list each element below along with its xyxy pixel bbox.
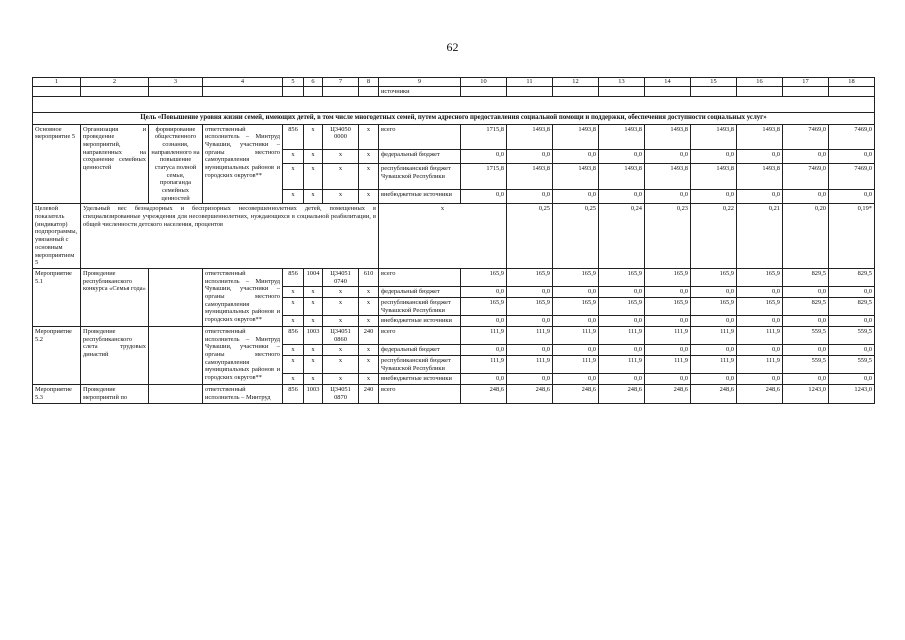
grbs-code: x xyxy=(283,297,304,315)
amount-cell: 0,0 xyxy=(507,345,553,356)
amount-cell: 0,0 xyxy=(691,316,737,327)
vr-code: x xyxy=(359,316,379,327)
amount-cell: 0,0 xyxy=(645,149,691,164)
amount-cell: 1243,0 xyxy=(783,385,829,403)
csr-code: x xyxy=(323,374,359,385)
amount-cell: 165,9 xyxy=(507,297,553,315)
amount-cell: 559,5 xyxy=(783,327,829,345)
goal-link xyxy=(149,385,203,403)
indicator-value: 0,22 xyxy=(691,204,737,269)
activity-5-3-row xyxy=(33,385,875,403)
amount-cell: 111,9 xyxy=(553,327,599,345)
column-number: 18 xyxy=(829,78,875,87)
amount-cell: 559,5 xyxy=(829,356,875,374)
amount-cell: 0,0 xyxy=(645,345,691,356)
vr-code: x xyxy=(359,189,379,204)
table-cell xyxy=(81,86,149,97)
column-number: 8 xyxy=(359,78,379,87)
amount-cell: 1493,8 xyxy=(691,164,737,189)
rz-code: x xyxy=(304,345,323,356)
vr-code: x xyxy=(359,124,379,149)
amount-cell: 0,0 xyxy=(553,287,599,298)
executor: ответственный исполнитель – Минтруд xyxy=(203,385,283,403)
indicator-value: 0,25 xyxy=(553,204,599,269)
amount-cell: 0,0 xyxy=(599,189,645,204)
table-cell xyxy=(737,86,783,97)
column-number: 4 xyxy=(203,78,283,87)
goal-link xyxy=(149,327,203,385)
amount-cell: 0,0 xyxy=(829,149,875,164)
table-cell xyxy=(323,86,359,97)
goal-row xyxy=(33,113,875,124)
indicator-x: x xyxy=(379,204,507,269)
amount-cell: 0,0 xyxy=(461,374,507,385)
vr-code: x xyxy=(359,345,379,356)
amount-cell: 0,0 xyxy=(829,189,875,204)
amount-cell: 0,0 xyxy=(461,345,507,356)
csr-code: x xyxy=(323,164,359,189)
amount-cell: 0,0 xyxy=(829,287,875,298)
activity-name: Проведение республиканского конкурса «Семья года» xyxy=(81,268,149,326)
executor: ответственный исполнитель – Минтруд Чувашии, участники – органы местного самоуправления муниципальных районов и городских округов** xyxy=(203,268,283,326)
amount-cell: 165,9 xyxy=(599,297,645,315)
amount-cell: 111,9 xyxy=(461,356,507,374)
amount-cell: 165,9 xyxy=(599,268,645,286)
amount-cell: 1493,8 xyxy=(599,124,645,149)
amount-cell: 165,9 xyxy=(645,268,691,286)
amount-cell: 248,6 xyxy=(461,385,507,403)
funding-source: республиканский бюджет Чувашской Республики xyxy=(379,164,461,189)
amount-cell: 0,0 xyxy=(461,189,507,204)
amount-cell: 111,9 xyxy=(461,327,507,345)
column-number: 9 xyxy=(379,78,461,87)
amount-cell: 111,9 xyxy=(599,327,645,345)
amount-cell: 0,0 xyxy=(783,316,829,327)
amount-cell: 165,9 xyxy=(553,268,599,286)
amount-cell: 1493,8 xyxy=(737,164,783,189)
amount-cell: 0,0 xyxy=(737,189,783,204)
amount-cell: 7469,0 xyxy=(829,164,875,189)
rz-code: x xyxy=(304,356,323,374)
amount-cell: 0,0 xyxy=(829,345,875,356)
amount-cell: 0,0 xyxy=(737,345,783,356)
column-number: 7 xyxy=(323,78,359,87)
rz-code: x xyxy=(304,287,323,298)
funding-source: всего xyxy=(379,124,461,149)
csr-code: Ц34051 0870 xyxy=(323,385,359,403)
amount-cell: 165,9 xyxy=(691,297,737,315)
indicator-text: Удельный вес безнадзорных и беспризорных несовершеннолетних детей, помещенных в специализированные учреждения для несовершеннолетних, нуждающихся в социальной реабилитации, в общей численности детского населения, процентов xyxy=(81,204,379,269)
activity-name: Проведение республиканского слета трудовых династий xyxy=(81,327,149,385)
indicator-value: 0,20 xyxy=(783,204,829,269)
indicator-value: 0,25 xyxy=(507,204,553,269)
rz-code: x xyxy=(304,149,323,164)
amount-cell: 111,9 xyxy=(645,356,691,374)
amount-cell: 1493,8 xyxy=(553,124,599,149)
amount-cell: 1243,0 xyxy=(829,385,875,403)
indicator-value: 0,24 xyxy=(599,204,645,269)
column-number: 1 xyxy=(33,78,81,87)
amount-cell: 0,0 xyxy=(553,345,599,356)
rz-code: x xyxy=(304,189,323,204)
grbs-code: x xyxy=(283,189,304,204)
csr-code: Ц34050 0000 xyxy=(323,124,359,149)
amount-cell: 0,0 xyxy=(645,189,691,204)
amount-cell: 559,5 xyxy=(783,356,829,374)
grbs-code: 856 xyxy=(283,385,304,403)
csr-code: x xyxy=(323,287,359,298)
grbs-code: 856 xyxy=(283,124,304,149)
amount-cell: 829,5 xyxy=(783,297,829,315)
vr-code: x xyxy=(359,149,379,164)
column-number: 12 xyxy=(553,78,599,87)
amount-cell: 0,0 xyxy=(737,287,783,298)
column-number: 14 xyxy=(645,78,691,87)
activity-5-1-row xyxy=(33,268,875,286)
vr-code: x xyxy=(359,164,379,189)
table-cell xyxy=(461,86,507,97)
csr-code: Ц34051 0740 xyxy=(323,268,359,286)
indicator-row xyxy=(33,204,875,269)
rz-code: 1003 xyxy=(304,327,323,345)
rz-code: x xyxy=(304,374,323,385)
amount-cell: 111,9 xyxy=(691,327,737,345)
csr-code: x xyxy=(323,316,359,327)
indicator-label: Целевой показатель (индикатор) подпрограммы, увязанный с основным мероприятием 5 xyxy=(33,204,81,269)
goal-heading: Цель «Повышение уровня жизни семей, имеющих детей, в том числе многодетных семей, путем адресного предоставления социальной помощи и поддержки, обеспечения доступности социальных услуг» xyxy=(33,113,875,124)
amount-cell: 0,0 xyxy=(783,374,829,385)
amount-cell: 0,0 xyxy=(737,316,783,327)
table-cell xyxy=(691,86,737,97)
funding-source: федеральный бюджет xyxy=(379,149,461,164)
amount-cell: 829,5 xyxy=(829,268,875,286)
funding-source: всего xyxy=(379,327,461,345)
amount-cell: 0,0 xyxy=(507,149,553,164)
amount-cell: 0,0 xyxy=(783,287,829,298)
amount-cell: 0,0 xyxy=(783,345,829,356)
vr-code: 610 xyxy=(359,268,379,286)
amount-cell: 165,9 xyxy=(691,268,737,286)
activity-label: Мероприятие 5.1 xyxy=(33,268,81,326)
amount-cell: 248,6 xyxy=(599,385,645,403)
amount-cell: 0,0 xyxy=(645,374,691,385)
table-cell xyxy=(359,86,379,97)
amount-cell: 248,6 xyxy=(691,385,737,403)
amount-cell: 0,0 xyxy=(553,316,599,327)
amount-cell: 1493,8 xyxy=(645,124,691,149)
funding-source: федеральный бюджет xyxy=(379,345,461,356)
amount-cell: 559,5 xyxy=(829,327,875,345)
main-activity-row xyxy=(33,124,875,149)
activity-label: Мероприятие 5.2 xyxy=(33,327,81,385)
amount-cell: 0,0 xyxy=(645,287,691,298)
amount-cell: 111,9 xyxy=(553,356,599,374)
table-cell xyxy=(783,86,829,97)
amount-cell: 0,0 xyxy=(553,189,599,204)
table-cell xyxy=(283,86,304,97)
amount-cell: 0,0 xyxy=(691,287,737,298)
goal-link xyxy=(149,268,203,326)
executor: ответственный исполнитель – Минтруд Чувашии, участники – органы местного самоуправления муниципальных районов и городских округов** xyxy=(203,327,283,385)
activity-name: Организация и проведение мероприятий, направленных на сохранение семейных ценностей xyxy=(81,124,149,204)
amount-cell: 0,0 xyxy=(691,374,737,385)
grbs-code: x xyxy=(283,316,304,327)
amount-cell: 248,6 xyxy=(507,385,553,403)
grbs-code: x xyxy=(283,287,304,298)
rz-code: x xyxy=(304,297,323,315)
column-number: 17 xyxy=(783,78,829,87)
amount-cell: 1493,8 xyxy=(507,164,553,189)
activity-5-2-row xyxy=(33,327,875,345)
rz-code: 1004 xyxy=(304,268,323,286)
amount-cell: 0,0 xyxy=(599,287,645,298)
amount-cell: 0,0 xyxy=(599,374,645,385)
rz-code: x xyxy=(304,164,323,189)
amount-cell: 165,9 xyxy=(737,268,783,286)
rz-code: x xyxy=(304,124,323,149)
page-number: 62 xyxy=(446,40,459,54)
amount-cell: 0,0 xyxy=(507,189,553,204)
amount-cell: 165,9 xyxy=(645,297,691,315)
amount-cell: 0,0 xyxy=(599,316,645,327)
vr-code: x xyxy=(359,374,379,385)
amount-cell: 0,0 xyxy=(829,374,875,385)
amount-cell: 111,9 xyxy=(691,356,737,374)
amount-cell: 248,6 xyxy=(737,385,783,403)
activity-label: Мероприятие 5.3 xyxy=(33,385,81,403)
column-number: 13 xyxy=(599,78,645,87)
amount-cell: 0,0 xyxy=(691,149,737,164)
amount-cell: 0,0 xyxy=(645,316,691,327)
spacer-row xyxy=(33,97,875,113)
grbs-code: x xyxy=(283,356,304,374)
grbs-code: 856 xyxy=(283,268,304,286)
indicator-value: 0,21 xyxy=(737,204,783,269)
amount-cell: 165,9 xyxy=(737,297,783,315)
funding-source: республиканский бюджет Чувашской Республики xyxy=(379,356,461,374)
budget-table xyxy=(32,77,875,404)
csr-code: x xyxy=(323,297,359,315)
amount-cell: 829,5 xyxy=(783,268,829,286)
funding-source: республиканский бюджет Чувашской Республики xyxy=(379,297,461,315)
activity-label: Основное мероприятие 5 xyxy=(33,124,81,204)
amount-cell: 1715,8 xyxy=(461,164,507,189)
continuation-row xyxy=(33,86,875,97)
amount-cell: 0,0 xyxy=(691,345,737,356)
amount-cell: 0,0 xyxy=(461,316,507,327)
spacer xyxy=(33,97,875,113)
amount-cell: 111,9 xyxy=(737,327,783,345)
csr-code: x xyxy=(323,356,359,374)
amount-cell: 7469,0 xyxy=(783,164,829,189)
column-number: 11 xyxy=(507,78,553,87)
amount-cell: 0,0 xyxy=(783,189,829,204)
amount-cell: 829,5 xyxy=(829,297,875,315)
rz-code: x xyxy=(304,316,323,327)
amount-cell: 0,0 xyxy=(599,345,645,356)
source-label: источники xyxy=(379,86,461,97)
amount-cell: 1493,8 xyxy=(553,164,599,189)
amount-cell: 7469,0 xyxy=(829,124,875,149)
grbs-code: x xyxy=(283,345,304,356)
amount-cell: 248,6 xyxy=(645,385,691,403)
amount-cell: 0,0 xyxy=(507,316,553,327)
amount-cell: 0,0 xyxy=(507,287,553,298)
amount-cell: 165,9 xyxy=(461,297,507,315)
executor: ответственный исполнитель – Минтруд Чувашии, участники – органы местного самоуправления муниципальных районов и городских округов** xyxy=(203,124,283,204)
table-cell xyxy=(203,86,283,97)
table-cell xyxy=(645,86,691,97)
column-number: 2 xyxy=(81,78,149,87)
amount-cell: 165,9 xyxy=(553,297,599,315)
table-cell xyxy=(553,86,599,97)
amount-cell: 7469,0 xyxy=(783,124,829,149)
funding-source: внебюджетные источники xyxy=(379,374,461,385)
amount-cell: 111,9 xyxy=(599,356,645,374)
column-number: 16 xyxy=(737,78,783,87)
amount-cell: 0,0 xyxy=(737,149,783,164)
amount-cell: 0,0 xyxy=(461,287,507,298)
table-cell xyxy=(33,86,81,97)
funding-source: внебюджетные источники xyxy=(379,316,461,327)
column-number: 5 xyxy=(283,78,304,87)
amount-cell: 1493,8 xyxy=(599,164,645,189)
amount-cell: 165,9 xyxy=(461,268,507,286)
amount-cell: 1493,8 xyxy=(645,164,691,189)
grbs-code: x xyxy=(283,164,304,189)
csr-code: x xyxy=(323,189,359,204)
amount-cell: 0,0 xyxy=(553,149,599,164)
table-cell xyxy=(507,86,553,97)
amount-cell: 0,0 xyxy=(461,149,507,164)
vr-code: 240 xyxy=(359,385,379,403)
funding-source: всего xyxy=(379,385,461,403)
indicator-value: 0,19* xyxy=(829,204,875,269)
amount-cell: 0,0 xyxy=(783,149,829,164)
amount-cell: 0,0 xyxy=(599,149,645,164)
activity-name: Проведение мероприятий по xyxy=(81,385,149,403)
goal-link: формирование общественного сознания, направленного на повышение статуса полной семьи, пропаганда семейных ценностей xyxy=(149,124,203,204)
header-row xyxy=(33,78,875,87)
funding-source: всего xyxy=(379,268,461,286)
column-number: 6 xyxy=(304,78,323,87)
amount-cell: 111,9 xyxy=(645,327,691,345)
amount-cell: 0,0 xyxy=(507,374,553,385)
amount-cell: 0,0 xyxy=(737,374,783,385)
table-cell xyxy=(829,86,875,97)
vr-code: x xyxy=(359,297,379,315)
amount-cell: 1493,8 xyxy=(507,124,553,149)
indicator-value: 0,23 xyxy=(645,204,691,269)
funding-source: внебюджетные источники xyxy=(379,189,461,204)
table-cell xyxy=(149,86,203,97)
amount-cell: 0,0 xyxy=(553,374,599,385)
grbs-code: x xyxy=(283,374,304,385)
vr-code: x xyxy=(359,287,379,298)
csr-code: x xyxy=(323,345,359,356)
amount-cell: 0,0 xyxy=(829,316,875,327)
grbs-code: 856 xyxy=(283,327,304,345)
amount-cell: 0,0 xyxy=(691,189,737,204)
amount-cell: 111,9 xyxy=(507,356,553,374)
table-cell xyxy=(304,86,323,97)
column-number: 10 xyxy=(461,78,507,87)
amount-cell: 1493,8 xyxy=(691,124,737,149)
column-number: 3 xyxy=(149,78,203,87)
csr-code: Ц34051 0860 xyxy=(323,327,359,345)
column-number: 15 xyxy=(691,78,737,87)
amount-cell: 1493,8 xyxy=(737,124,783,149)
grbs-code: x xyxy=(283,149,304,164)
amount-cell: 111,9 xyxy=(737,356,783,374)
amount-cell: 1715,8 xyxy=(461,124,507,149)
csr-code: x xyxy=(323,149,359,164)
table-cell xyxy=(599,86,645,97)
amount-cell: 111,9 xyxy=(507,327,553,345)
vr-code: x xyxy=(359,356,379,374)
amount-cell: 165,9 xyxy=(507,268,553,286)
rz-code: 1003 xyxy=(304,385,323,403)
funding-source: федеральный бюджет xyxy=(379,287,461,298)
vr-code: 240 xyxy=(359,327,379,345)
amount-cell: 248,6 xyxy=(553,385,599,403)
